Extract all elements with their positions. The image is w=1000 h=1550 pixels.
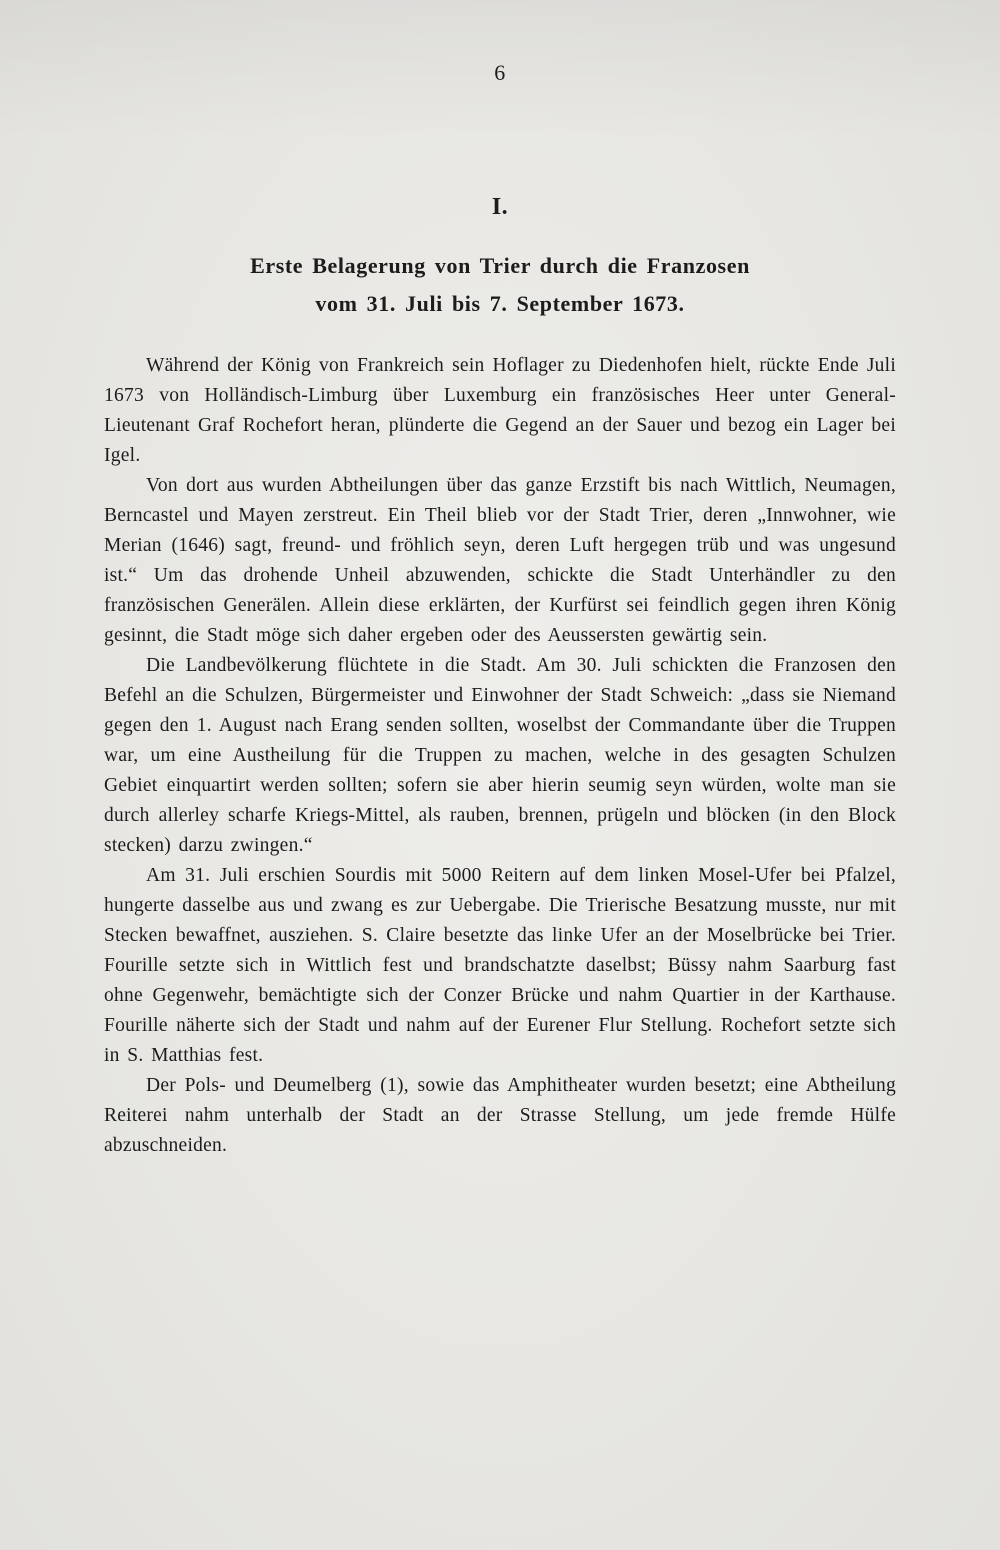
chapter-title bbox=[90, 247, 910, 323]
page-number: 6 bbox=[494, 60, 506, 85]
chapter-title-line2: vom 31. Juli bis 7. September 1673. bbox=[315, 291, 685, 316]
paragraph: Am 31. Juli erschien Sourdis mit 5000 Reitern auf dem linken Mosel-Ufer bei Pfalzel, hungerte dasselbe aus und zwang es zur Uebergabe. Die Trierische Besatzung musste, nur mit Stecken bewaffnet, ausziehen. S. Claire besetzte das linke Ufer an der Moselbrücke bei Trier. Fourille setzte sich in Wittlich fest und brandschatzte daselbst; Büssy nahm Saarburg fast ohne Gegenwehr, bemächtigte sich der Conzer Brücke und nahm Quartier in der Karthause. Fourille näherte sich der Stadt und nahm auf der Eurener Flur Stellung. Rochefort setzte sich in S. Matthias fest. bbox=[104, 865, 896, 1066]
paragraph: Von dort aus wurden Abtheilungen über das ganze Erzstift bis nach Wittlich, Neumagen, Berncastel und Mayen zerstreut. Ein Theil blieb vor der Stadt Trier, deren „Innwohner, wie Merian (1646) sagt, freund- und fröhlich seyn, deren Luft hergegen trüb und was ungesund ist.“ Um das drohende Unheil abzuwenden, schickte die Stadt Unterhändler zu den französischen Generälen. Allein diese erklärten, der Kurfürst sei feindlich gegen ihren König gesinnt, die Stadt möge sich daher ergeben oder des Aeussersten gewärtig sein. bbox=[104, 475, 896, 646]
paragraph: Der Pols- und Deumelberg (1), sowie das Amphitheater wurden besetzt; eine Abtheilung Reiterei nahm unterhalb der Stadt an der Strasse Stellung, um jede fremde Hülfe abzuschneiden. bbox=[104, 1075, 896, 1156]
paragraph: Die Landbevölkerung flüchtete in die Stadt. Am 30. Juli schickten die Franzosen den Befehl an die Schulzen, Bürgermeister und Einwohner der Stadt Schweich: „dass sie Niemand gegen den 1. August nach Erang senden sollten, woselbst der Commandante über die Truppen war, um eine Austheilung für die Truppen zu machen, welche in des gesagten Schulzen Gebiet einquartirt werden sollten; sofern sie aber hierin seumig seyn würden, wolte man sie durch allerley scharfe Kriegs-Mittel, als rauben, brennen, prügeln und blöcken (in den Block stecken) darzu zwingen.“ bbox=[104, 655, 896, 856]
section-numeral: I. bbox=[491, 194, 509, 220]
body-text bbox=[104, 351, 896, 1161]
chapter-title-line1: Erste Belagerung von Trier durch die Franzosen bbox=[250, 253, 750, 278]
paragraph: Während der König von Frankreich sein Hoflager zu Diedenhofen hielt, rückte Ende Juli 1673 von Holländisch-Limburg über Luxemburg ein französisches Heer unter General-Lieutenant Graf Rochefort heran, plünderte die Gegend an der Sauer und bezog ein Lager bei Igel. bbox=[104, 355, 896, 466]
